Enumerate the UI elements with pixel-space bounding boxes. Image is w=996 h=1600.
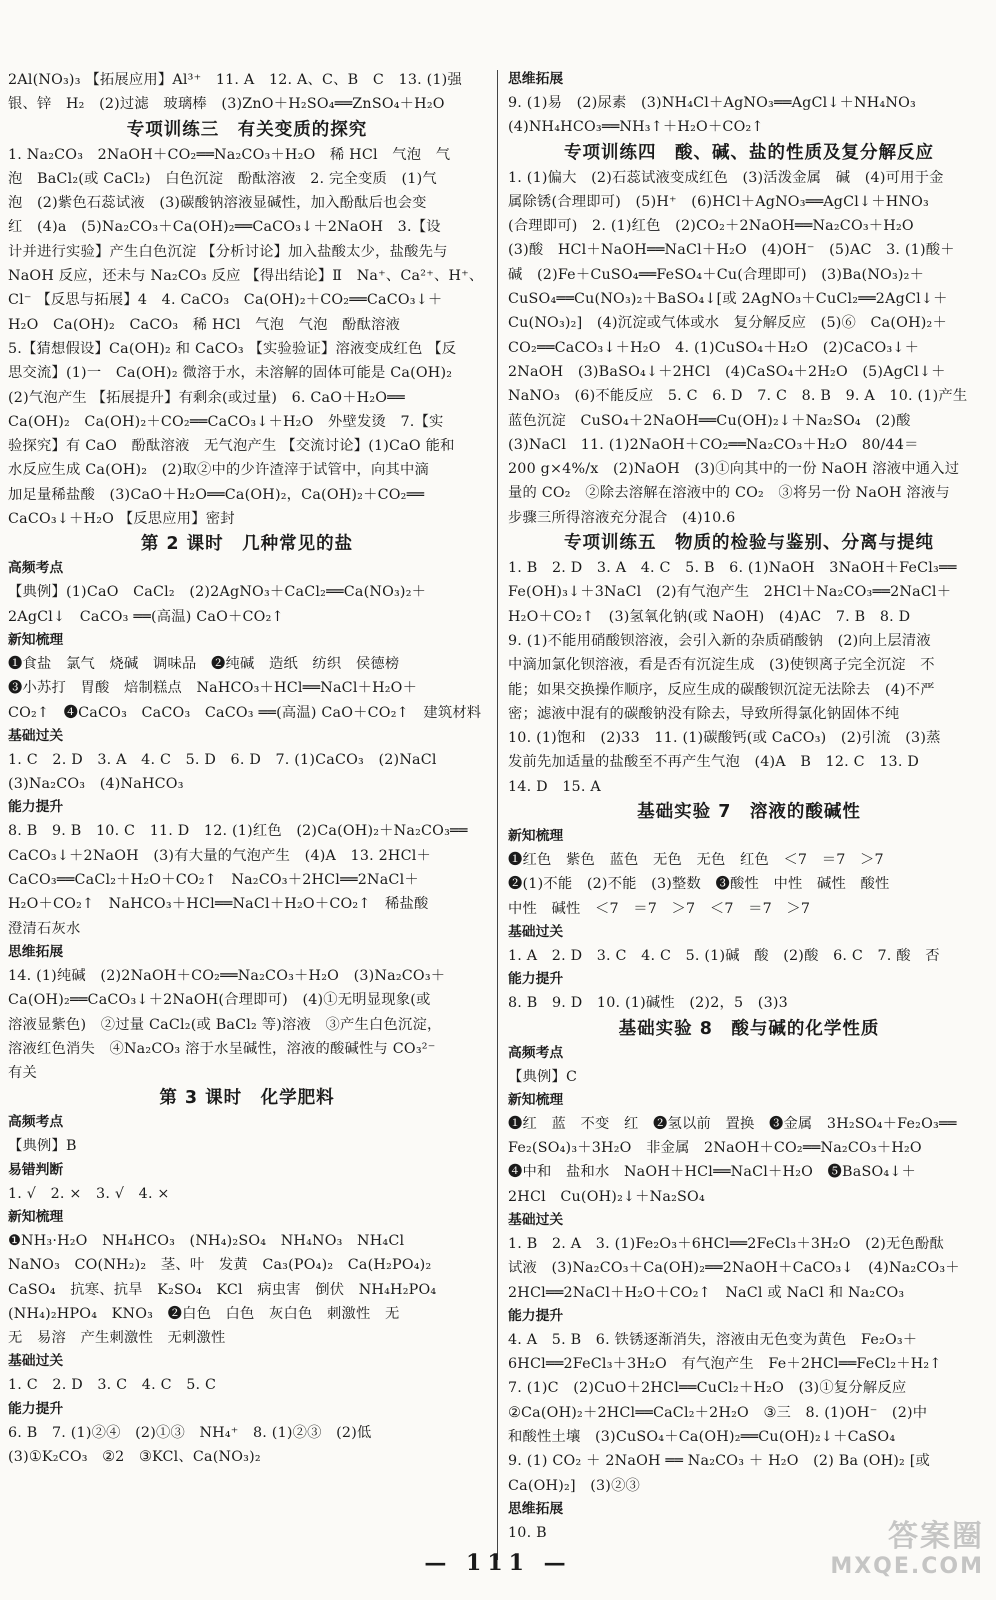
section-heading: 第 2 课时 几种常见的盐 (140, 534, 354, 555)
answer-line: NaOH 反应，还未与 Na₂CO₃ 反应 【得出结论】Ⅱ Na⁺、Ca²⁺、H⁺、 (8, 268, 484, 285)
answer-line: 1. B 2. D 3. A 4. C 5. B 6. (1)NaOH 3NaOH＋FeCl₃══ (508, 560, 957, 577)
section-heading: 第 3 课时 化学肥料 (159, 1088, 335, 1109)
answer-line: 试液 (3)Na₂CO₃＋Ca(OH)₂══2NaOH＋CaCO₃↓ (4)Na₂CO₃＋ (508, 1260, 960, 1277)
answer-line: 能；如果交换操作顺序，反应生成的碳酸钡沉淀无法除去 (4)不严 (508, 681, 935, 698)
answer-line: 中性 碱性 ＜7 ＝7 ＞7 ＜7 ＝7 ＞7 (508, 900, 811, 917)
answer-line: 和酸性土壤 (3)CuSO₄＋Ca(OH)₂══Cu(OH)₂↓＋CaSO₄ (508, 1429, 896, 1446)
answer-line: 蓝色沉淀 CuSO₄＋2NaOH══Cu(OH)₂↓＋Na₂SO₄ (2)酸 (508, 412, 911, 429)
answer-line: 9. (1)易 (2)尿素 (3)NH₄Cl＋AgNO₃══AgCl↓＋NH₄NO₃ (508, 95, 916, 111)
subsection-label: 能力提升 (8, 799, 64, 816)
answer-line: Ca(OH)₂ Ca(OH)₂＋CO₂══CaCO₃↓＋H₂O 外壁发烫 7.【实 (8, 413, 444, 430)
subsection-label: 新知梳理 (508, 828, 564, 845)
section-heading: 专项训练五 物质的检验与鉴别、分离与提纯 (564, 533, 934, 554)
answer-line: ❶红色 紫色 蓝色 无色 无色 红色 ＜7 ＝7 ＞7 (508, 852, 884, 869)
answer-line: 碱 (2)Fe＋CuSO₄══FeSO₄＋Cu(合理即可) (3)Ba(NO₃)₂＋ (508, 266, 925, 283)
answer-line: Ca(OH)₂] (3)②③ (508, 1477, 641, 1494)
subsection-label: 思维拓展 (508, 71, 564, 87)
answer-line: 5.【猜想假设】Ca(OH)₂ 和 CaCO₃ 【实验验证】溶液变成红色 【反 (8, 340, 457, 357)
answer-line: Cu(NO₃)₂] (4)沉淀或气体或水 复分解反应 (5)⑥ Ca(OH)₂＋ (508, 315, 947, 332)
left-column (8, 68, 486, 1469)
column-divider (497, 70, 498, 1560)
answer-line: 属除锈(合理即可) (5)H⁺ (6)HCl＋AgNO₃══AgCl↓＋HNO₃ (508, 193, 929, 210)
answer-line: Ca(OH)₂══CaCO₃↓＋2NaOH(合理即可) (4)①无明显现象(或 (8, 992, 431, 1009)
answer-line: 泡 BaCl₂(或 CaCl₂) 白色沉淀 酚酞溶液 2. 完全变质 (1)气 (8, 170, 437, 187)
answer-line: 发前先加适量的盐酸至不再产生气泡 (4)A B 12. C 13. D (508, 754, 919, 771)
answer-line: 1. A 2. D 3. C 4. C 5. (1)碱 酸 (2)酸 6. C 7. 酸 否 (508, 947, 940, 964)
answer-line: ❸小苏打 胃酸 焙制糕点 NaHCO₃＋HCl══NaCl＋H₂O＋ (8, 680, 418, 697)
answer-line: 1. C 2. D 3. A 4. C 5. D 6. D 7. (1)CaCO₃ (2)NaCl (8, 751, 437, 768)
subsection-label: 基础过关 (8, 727, 64, 744)
answer-line: (3)①K₂CO₃ ②2 ③KCl、Ca(NO₃)₂ (8, 1449, 261, 1466)
answer-line: 1. B 2. A 3. (1)Fe₂O₃＋6HCl══2FeCl₃＋3H₂O (2)无色酚酞 (508, 1235, 944, 1252)
answer-line: (2)气泡产生 【拓展提升】有剩余(或过量) 6. CaO＋H₂O══ (8, 389, 405, 406)
answer-line: ❹中和 盐和水 NaOH＋HCl══NaCl＋H₂O ❺BaSO₄↓＋ (508, 1164, 916, 1181)
subsection-label: 能力提升 (8, 1400, 64, 1417)
answer-line: 加足量稀盐酸 (3)CaO＋H₂O══Ca(OH)₂，Ca(OH)₂＋CO₂══ (8, 486, 425, 503)
answer-line: 8. B 9. D 10. (1)碱性 (2)2，5 (3)3 (508, 995, 788, 1012)
answer-line: 【典例】C (508, 1068, 578, 1085)
answer-line: H₂O＋CO₂↑ NaHCO₃＋HCl══NaCl＋H₂O＋CO₂↑ 稀盐酸 (8, 896, 429, 913)
answer-line: 步骤三所得溶液充分混合 (4)10.6 (508, 509, 736, 526)
answer-line: (3)Na₂CO₃ (4)NaHCO₃ (8, 776, 184, 793)
watermark (830, 1520, 984, 1580)
answer-line: 中滴加氯化钡溶液，看是否有沉淀生成 (3)使钡离子完全沉淀 不 (508, 657, 935, 674)
answer-line: 验探究】有 CaO 酚酞溶液 无气泡产生 【交流讨论】(1)CaO 能和 (8, 438, 455, 455)
answer-line: (合理即可) 2. (1)红色 (2)CO₂＋2NaOH══Na₂CO₃＋H₂O (508, 218, 914, 235)
answer-line: CaCO₃↓＋2NaOH (3)有大量的气泡产生 (4)A 13. 2HCl＋ (8, 847, 431, 864)
answer-line: Fe₂(SO₄)₃＋3H₂O 非金属 2NaOH＋CO₂══Na₂CO₃＋H₂O (508, 1140, 922, 1157)
answer-line: 8. B 9. B 10. C 11. D 12. (1)红色 (2)Ca(OH)₂＋Na₂CO₃══ (8, 823, 468, 840)
answer-line: 有关 (8, 1065, 37, 1082)
answer-line: 量的 CO₂ ②除去溶解在溶液中的 CO₂ ③将另一份 NaOH 溶液与 (508, 485, 950, 502)
answer-line: ❶红 蓝 不变 红 ❷氢以前 置换 ❸金属 3H₂SO₄＋Fe₂O₃══ (508, 1115, 957, 1132)
subsection-label: 新知梳理 (8, 1208, 64, 1225)
page-number: — 111 — (424, 1550, 572, 1576)
answer-line: ②Ca(OH)₂＋2HCl══CaCl₂＋2H₂O ③三 8. (1)OH⁻ (2)中 (508, 1404, 928, 1421)
subsection-label: 基础过关 (508, 923, 564, 940)
answer-line: 14. (1)纯碱 (2)2NaOH＋CO₂══Na₂CO₃＋H₂O (3)Na₂CO₃＋ (8, 967, 446, 984)
answer-line: (NH₄)₂HPO₄ KNO₃ ❷白色 白色 灰白色 刺激性 无 (8, 1305, 400, 1322)
answer-line: 200 g×4%/x (2)NaOH (3)①向其中的一份 NaOH 溶液中通入过 (508, 461, 960, 478)
answer-line: 溶液红色消失 ④Na₂CO₃ 溶于水呈碱性，溶液的酸碱性与 CO₃²⁻ (8, 1040, 436, 1057)
answer-line: 红 (4)a (5)Na₂CO₃＋Ca(OH)₂══CaCO₃↓＋2NaOH 3.【设 (8, 219, 441, 236)
subsection-label: 高频考点 (508, 1044, 564, 1061)
answer-line: 6. B 7. (1)②④ (2)①③ NH₄⁺ 8. (1)②③ (2)低 (8, 1424, 372, 1441)
section-heading: 基础实验 7 溶液的酸碱性 (637, 802, 861, 823)
answer-line: CO₂↑ ❹CaCO₃ CaCO₃ CaCO₃ ══(高温) CaO＋CO₂↑ 建筑材料 (8, 704, 482, 721)
subsection-label: 能力提升 (508, 1307, 564, 1324)
answer-line: 2HCl══2NaCl＋H₂O＋CO₂↑ NaCl 或 NaCl 和 Na₂CO₃ (508, 1284, 905, 1301)
answer-line: ❶NH₃·H₂O NH₄HCO₃ (NH₄)₂SO₄ NH₄NO₃ NH₄Cl (8, 1232, 405, 1249)
answer-line: (3)酸 HCl＋NaOH══NaCl＋H₂O (4)OH⁻ (5)AC 3. (1)酸＋ (508, 242, 955, 259)
answer-line: (3)NaCl 11. (1)2NaOH＋CO₂══Na₂CO₃＋H₂O 80/44＝ (508, 436, 919, 453)
answer-line: 密；滤液中混有的碳酸钠没有除去，导致所得氯化钠固体不纯 (508, 705, 900, 722)
answer-line: 【典例】B (8, 1138, 77, 1155)
subsection-label: 基础过关 (508, 1211, 564, 1228)
section-heading: 专项训练四 酸、碱、盐的性质及复分解反应 (564, 142, 934, 163)
answer-line: 2AgCl↓ CaCO₃ ══(高温) CaO＋CO₂↑ (8, 608, 284, 625)
subsection-label: 高频考点 (8, 560, 64, 577)
answer-line: 溶液显紫色) ②过量 CaCl₂(或 BaCl₂ 等)溶液 ③产生白色沉淀， (8, 1016, 442, 1033)
answer-line: 1. (1)偏大 (2)石蕊试液变成红色 (3)活泼金属 碱 (4)可用于金 (508, 169, 944, 186)
subsection-label: 能力提升 (508, 971, 564, 988)
answer-line: Cl⁻ 【反思与拓展】4 4. CaCO₃ Ca(OH)₂＋CO₂══CaCO₃↓＋ (8, 292, 443, 309)
answer-line: 2Al(NO₃)₃ 【拓展应用】Al³⁺ 11. A 12. A、C、B C 13. (1)强 (8, 72, 462, 88)
answer-line: 计并进行实验】产生白色沉淀 【分析讨论】加入盐酸太少，盐酸先与 (8, 243, 448, 260)
answer-line: 1. C 2. D 3. C 4. C 5. C (8, 1377, 217, 1394)
subsection-label: 基础过关 (8, 1353, 64, 1370)
answer-line: 4. A 5. B 6. 铁锈逐渐消失，溶液由无色变为黄色 Fe₂O₃＋ (508, 1331, 918, 1348)
answer-line: CO₂══CaCO₃↓＋H₂O 4. (1)CuSO₄＋H₂O (2)CaCO₃↓＋ (508, 339, 920, 356)
subsection-label: 思维拓展 (8, 943, 64, 960)
answer-line: ❶食盐 氯气 烧碱 调味品 ❷纯碱 造纸 纺织 侯德榜 (8, 655, 400, 672)
answer-line: 7. (1)C (2)CuO＋2HCl══CuCl₂＋H₂O (3)①复分解反应 (508, 1380, 907, 1397)
answer-line: Fe(OH)₃↓＋3NaCl (2)有气泡产生 2HCl＋Na₂CO₃══2NaCl＋ (508, 584, 952, 601)
answer-line: 2NaOH (3)BaSO₄↓＋2HCl (4)CaSO₄＋2H₂O (5)AgCl↓＋ (508, 363, 946, 380)
answer-line: 银、锌 H₂ (2)过滤 玻璃棒 (3)ZnO＋H₂SO₄══ZnSO₄＋H₂O (8, 96, 445, 113)
answer-line: 水反应生成 Ca(OH)₂ (2)取②中的少许渣滓于试管中，向其中滴 (8, 462, 429, 479)
subsection-label: 易错判断 (8, 1161, 64, 1178)
right-column (508, 68, 990, 1545)
watermark-url: MXQE.COM (830, 1554, 984, 1579)
answer-line: ❷(1)不能 (2)不能 (3)整数 ❸酸性 中性 碱性 酸性 (508, 876, 890, 893)
answer-line: CaCO₃↓＋H₂O 【反思应用】密封 (8, 511, 235, 528)
answer-line: 14. D 15. A (508, 778, 601, 795)
answer-line: CaCO₃══CaCl₂＋H₂O＋CO₂↑ Na₂CO₃＋2HCl══2NaCl＋ (8, 872, 419, 889)
answer-line: 泡 (2)紫色石蕊试液 (3)碳酸钠溶液显碱性，加入酚酞后也会变 (8, 195, 427, 212)
answer-line: 澄清石灰水 (8, 920, 81, 937)
answer-line: 2HCl Cu(OH)₂↓＋Na₂SO₄ (508, 1188, 705, 1205)
answer-line: 1. √ 2. × 3. √ 4. × (8, 1185, 170, 1202)
subsection-label: 新知梳理 (8, 631, 64, 648)
answer-line: 9. (1) CO₂ ＋ 2NaOH ══ Na₂CO₃ ＋ H₂O (2) Ba (OH)₂ [或 (508, 1453, 931, 1470)
section-heading: 基础实验 8 酸与碱的化学性质 (618, 1018, 880, 1039)
subsection-label: 新知梳理 (508, 1091, 564, 1108)
section-heading: 专项训练三 有关变质的探究 (126, 119, 368, 140)
answer-line: CuSO₄══Cu(NO₃)₂＋BaSO₄↓[或 2AgNO₃＋CuCl₂══2AgCl↓＋ (508, 291, 948, 308)
subsection-label: 高频考点 (8, 1114, 64, 1131)
answer-line: H₂O Ca(OH)₂ CaCO₃ 稀 HCl 气泡 气泡 酚酞溶液 (8, 316, 401, 333)
answer-line: H₂O＋CO₂↑ (3)氢氧化钠(或 NaOH) (4)AC 7. B 8. D (508, 608, 911, 625)
answer-line: 无 易溶 产生刺激性 无刺激性 (8, 1330, 226, 1347)
answer-line: CaSO₄ 抗寒、抗旱 K₂SO₄ KCl 病虫害 倒伏 NH₄H₂PO₄ (8, 1281, 437, 1298)
answer-line: 1. Na₂CO₃ 2NaOH＋CO₂══Na₂CO₃＋H₂O 稀 HCl 气泡 气 (8, 146, 451, 163)
answer-line: 10. (1)饱和 (2)33 11. (1)碳酸钙(或 CaCO₃) (2)引流 (3)蒸 (508, 730, 941, 747)
answer-line: 9. (1)不能用硝酸钡溶液，会引入新的杂质硝酸钠 (2)向上层清液 (508, 632, 931, 649)
answer-line: NaNO₃ CO(NH₂)₂ 茎、叶 发黄 Ca₃(PO₄)₂ Ca(H₂PO₄)₂ (8, 1257, 432, 1274)
answer-line: 10. B (508, 1524, 547, 1541)
answer-line: NaNO₃ (6)不能反应 5. C 6. D 7. C 8. B 9. A 10. (1)产生 (508, 388, 968, 405)
answer-line: 思交流】(1)一 Ca(OH)₂ 微溶于水，未溶解的固体可能是 Ca(OH)₂ (8, 365, 453, 382)
watermark-logo-text: 答案圈 (888, 1519, 984, 1554)
answer-line: (4)NH₄HCO₃══NH₃↑＋H₂O＋CO₂↑ (508, 119, 764, 136)
answer-line: 6HCl══2FeCl₃＋3H₂O 有气泡产生 Fe＋2HCl══FeCl₂＋H₂↑ (508, 1356, 942, 1373)
answer-line: 【典例】(1)CaO CaCl₂ (2)2AgNO₃＋CaCl₂══Ca(NO₃)₂＋ (8, 584, 427, 601)
subsection-label: 思维拓展 (508, 1500, 564, 1517)
